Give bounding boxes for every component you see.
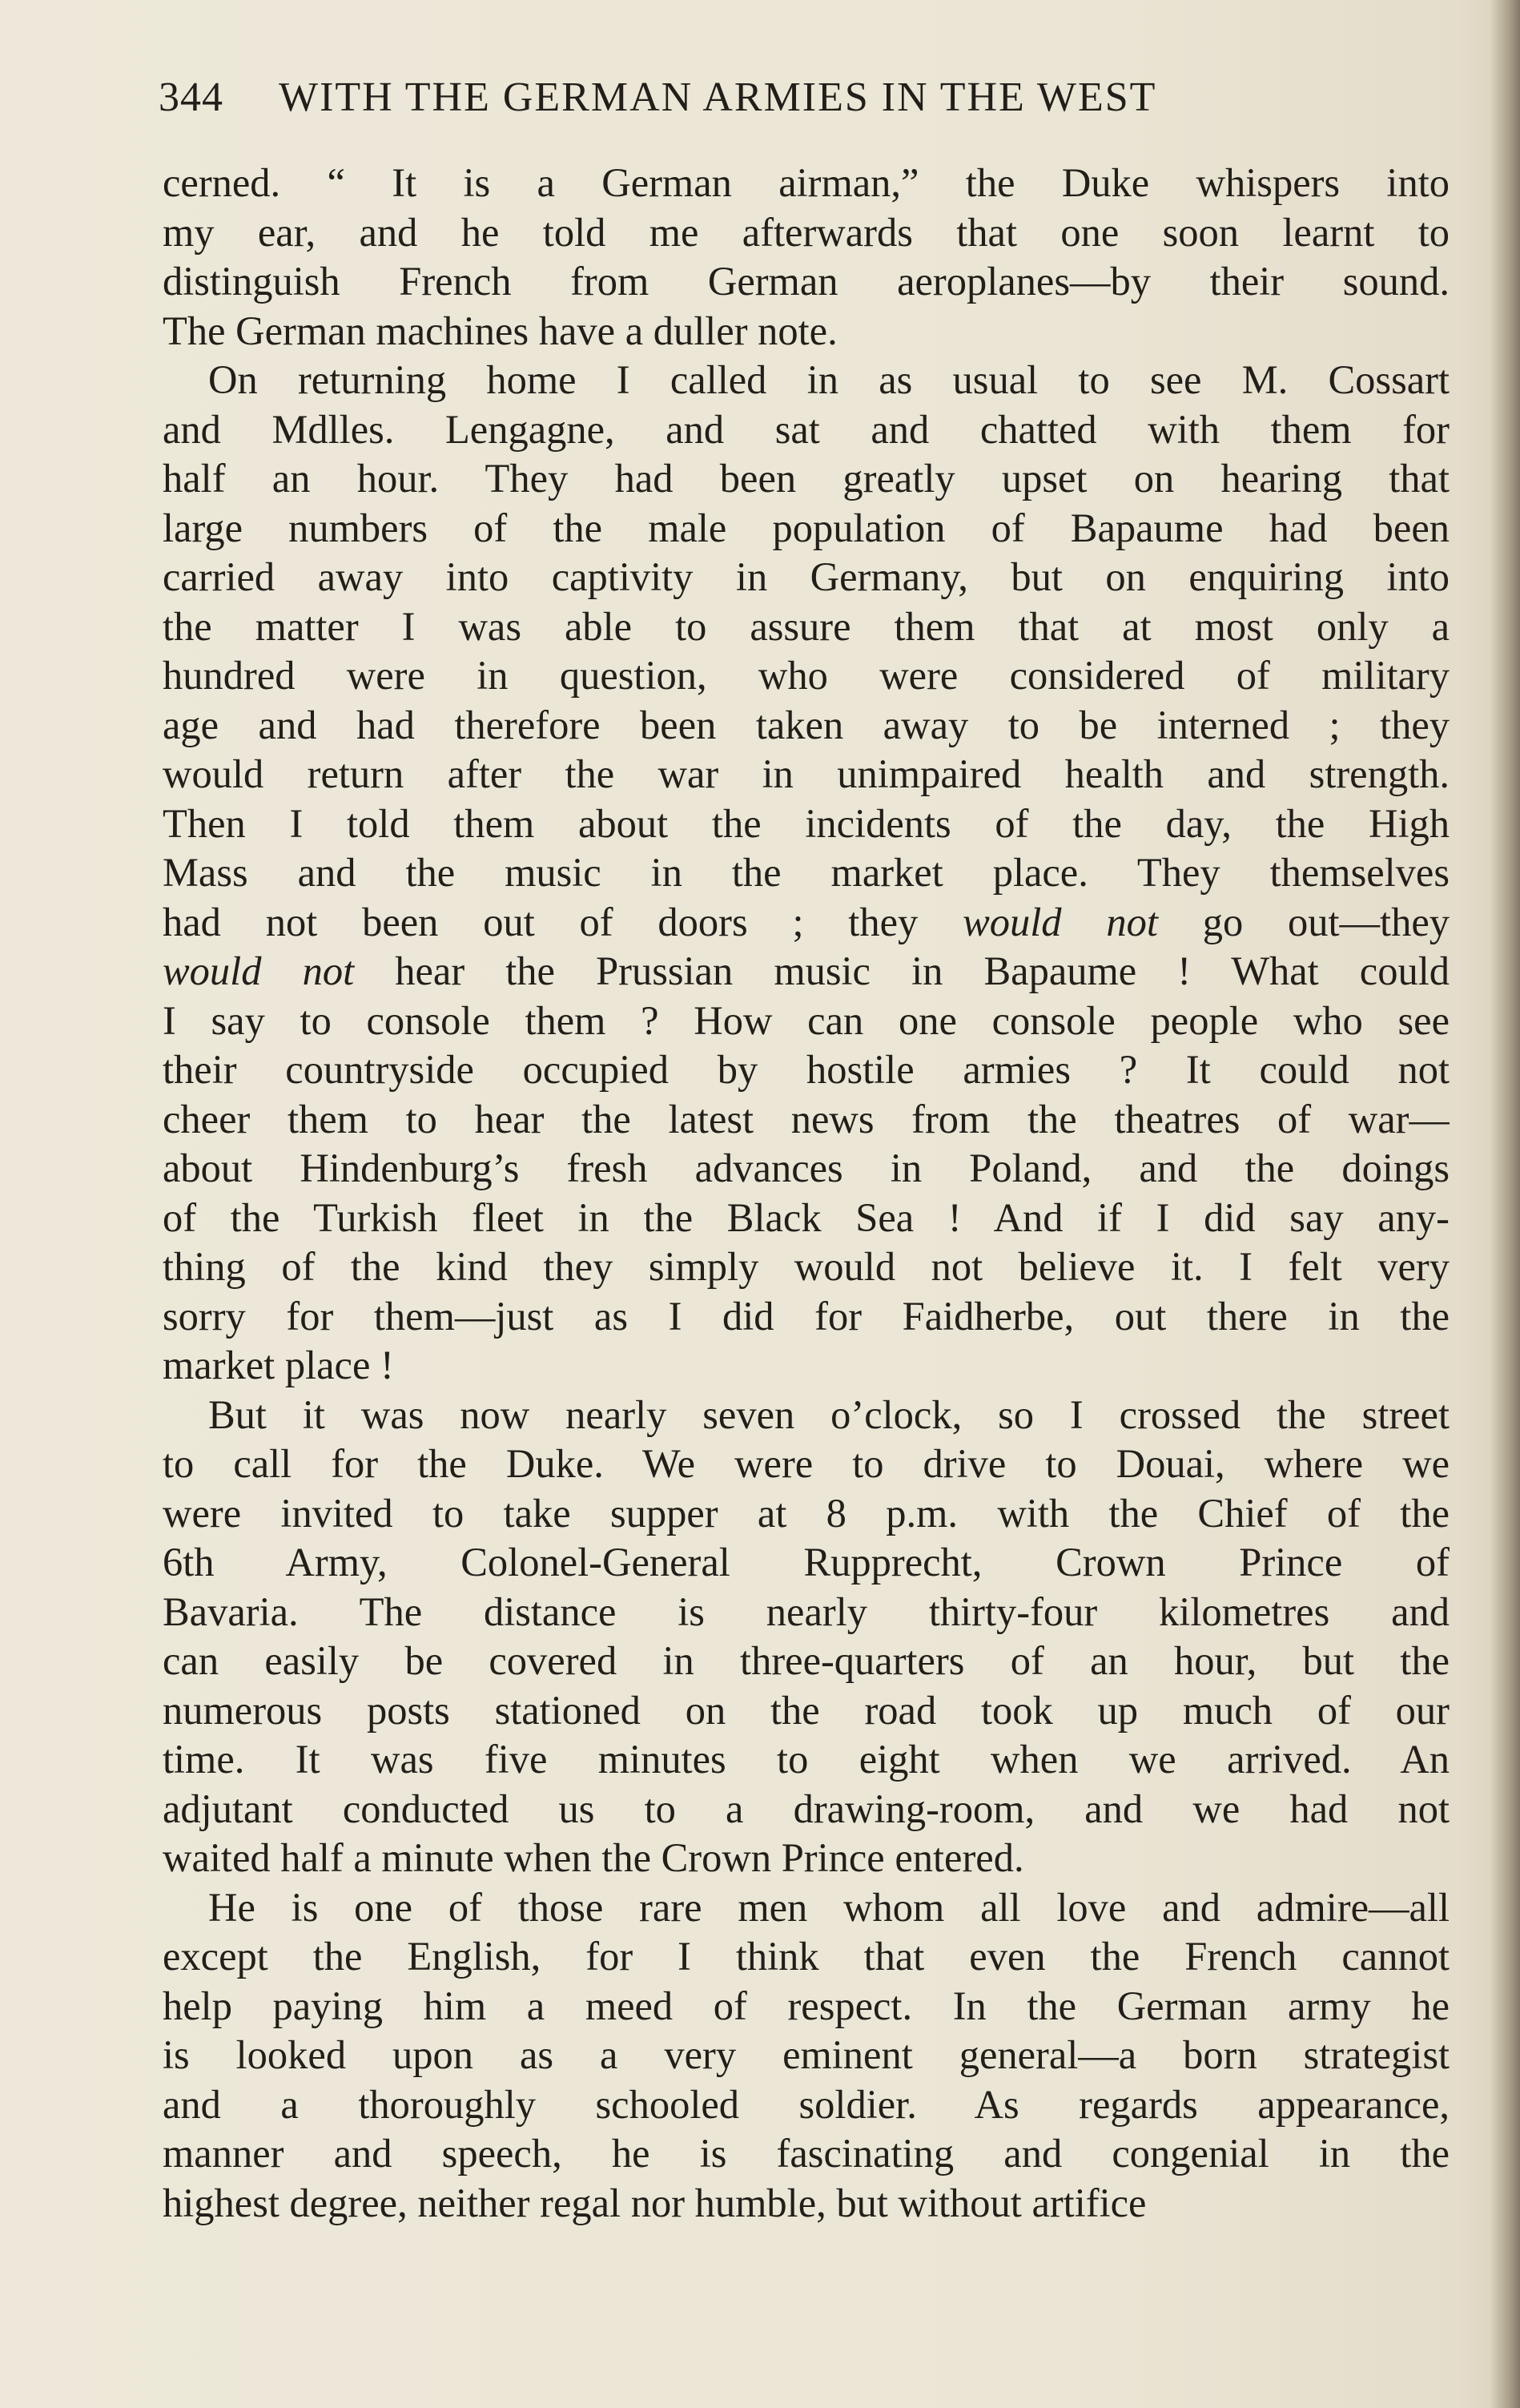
text-line: distinguish French from German aeroplanes—by their sound.	[163, 259, 1450, 304]
text-line: time. It was five minutes to eight when we arrived. An	[163, 1737, 1450, 1782]
text-line: my ear, and he told me afterwards that one soon learnt to	[163, 209, 1450, 255]
text-line: Then I told them about the incidents of the day, the High	[163, 800, 1450, 846]
page-number: 344	[159, 74, 223, 120]
text-line: Bavaria. The distance is nearly thirty-four kilometres and	[163, 1589, 1450, 1634]
text-line: and Mdlles. Lengagne, and sat and chatted with them for	[163, 406, 1450, 452]
text-line: and a thoroughly schooled soldier. As regards appearance,	[163, 2081, 1450, 2127]
text-line: manner and speech, he is fascinating and congenial in the	[163, 2131, 1450, 2176]
line-segment: hear the Prussian music in Bapaume ! What could	[354, 948, 1450, 993]
italic-emphasis: would not	[163, 948, 355, 993]
text-line: He is one of those rare men whom all love and admire—all	[208, 1884, 1450, 1930]
text-line: cerned. “ It is a German airman,” the Duke whispers into	[163, 160, 1450, 205]
text-line: help paying him a meed of respect. In the German army he	[163, 1983, 1450, 2028]
text-line: On returning home I called in as usual to see M. Cossart	[208, 357, 1450, 402]
italic-emphasis: would not	[963, 899, 1158, 944]
text-line: is looked upon as a very eminent general—a born strategist	[163, 2032, 1450, 2077]
text-line: cheer them to hear the latest news from the theatres of war—	[163, 1096, 1450, 1142]
text-line: thing of the kind they simply would not believe it. I felt very	[163, 1244, 1450, 1289]
text-line: can easily be covered in three-quarters of an hour, but the	[163, 1638, 1450, 1683]
page-header	[159, 74, 1372, 130]
text-line: Mass and the music in the market place. They themselves	[163, 850, 1450, 895]
line-segment: had not been out of doors ; they	[163, 899, 963, 944]
text-line: of the Turkish fleet in the Black Sea ! And if I did say any-	[163, 1194, 1450, 1240]
running-head: WITH THE GERMAN ARMIES IN THE WEST	[279, 74, 1157, 120]
paragraph	[163, 356, 1450, 1391]
text-line: hundred were in question, who were considered of military	[163, 653, 1450, 698]
text-line: except the English, for I think that even the French cannot	[163, 1934, 1450, 1979]
text-line: the matter I was able to assure them that at most only a	[163, 603, 1450, 649]
text-line: would return after the war in unimpaired health and strength.	[163, 751, 1450, 796]
text-line: market place !	[163, 1343, 394, 1387]
text-line: age and had therefore been taken away to be interned ; they	[163, 702, 1450, 747]
text-line: their countryside occupied by hostile armies ? It could not	[163, 1047, 1450, 1092]
text-line: were invited to take supper at 8 p.m. with the Chief of the	[163, 1490, 1450, 1536]
text-line: large numbers of the male population of Bapaume had been	[163, 505, 1450, 550]
text-line: adjutant conducted us to a drawing-room, and we had not	[163, 1786, 1450, 1831]
line-segment: go out—they	[1157, 899, 1450, 944]
body-text	[163, 159, 1450, 2228]
text-line: 6th Army, Colonel-General Rupprecht, Crown Prince of	[163, 1540, 1450, 1585]
text-line: half an hour. They had been greatly upset on hearing that	[163, 456, 1450, 501]
text-line: highest degree, neither regal nor humble, but without artifice	[163, 2180, 1147, 2225]
spine-shadow	[1490, 0, 1520, 2408]
text-line: numerous posts stationed on the road took up much of our	[163, 1687, 1450, 1733]
text-line: about Hindenburg’s fresh advances in Poland, and the doings	[163, 1146, 1450, 1190]
paragraph	[163, 1883, 1450, 2229]
text-line: But it was now nearly seven o’clock, so I crossed the street	[208, 1391, 1450, 1437]
text-line	[163, 898, 1450, 948]
text-line: carried away into captivity in Germany, but on enquiring into	[163, 554, 1450, 599]
text-line: waited half a minute when the Crown Prince entered.	[163, 1835, 1024, 1880]
text-line: The German machines have a duller note.	[163, 308, 838, 353]
text-line: sorry for them—just as I did for Faidherbe, out there in the	[163, 1293, 1450, 1339]
paragraph	[163, 159, 1450, 356]
paragraph	[163, 1391, 1450, 1883]
text-line: I say to console them ? How can one console people who see	[163, 997, 1450, 1043]
text-line: to call for the Duke. We were to drive to Douai, where we	[163, 1441, 1450, 1486]
text-line	[163, 947, 1450, 997]
